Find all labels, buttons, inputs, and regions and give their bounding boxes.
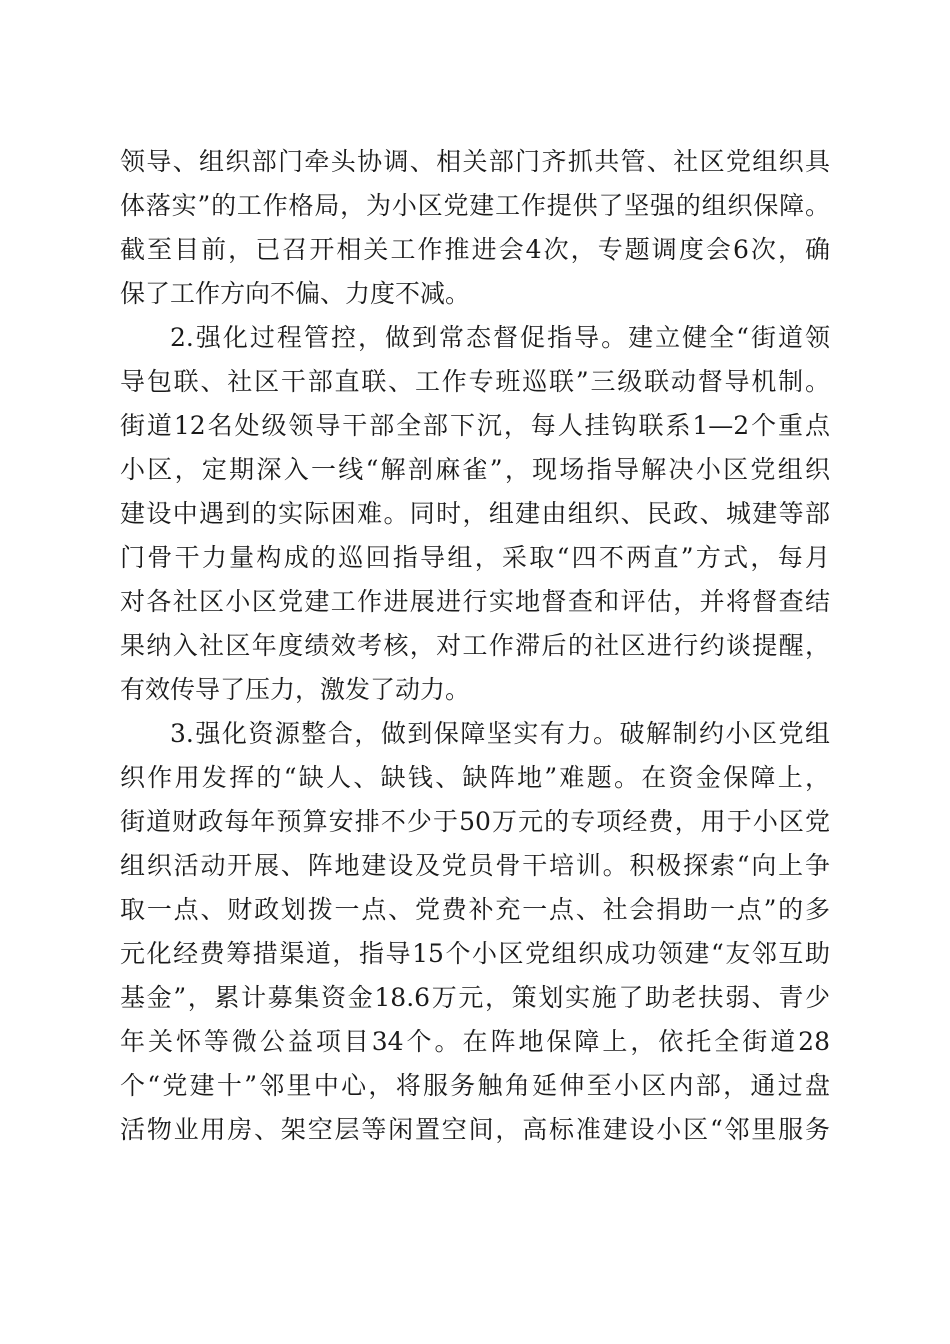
text-line: 街道财政每年预算安排不少于50万元的专项经费，用于小区党	[120, 807, 830, 836]
body-text	[120, 140, 830, 1152]
text-line: 元化经费筹措渠道，指导15个小区党组织成功领建“友邻互助	[120, 939, 830, 968]
text-line: 年关怀等微公益项目34个。在阵地保障上，依托全街道28	[120, 1027, 830, 1056]
text-line: 对各社区小区党建工作进展进行实地督查和评估，并将督查结	[120, 587, 830, 616]
text-line: 基金”，累计募集资金18.6万元，策划实施了助老扶弱、青少	[120, 983, 830, 1012]
text-line: 小区，定期深入一线“解剖麻雀”，现场指导解决小区党组织	[120, 455, 830, 484]
text-line: 果纳入社区年度绩效考核，对工作滞后的社区进行约谈提醒，	[120, 631, 830, 660]
text-line: 组织活动开展、阵地建设及党员骨干培训。积极探索“向上争	[120, 851, 830, 880]
text-line: 取一点、财政划拨一点、党费补充一点、社会捐助一点”的多	[120, 895, 830, 924]
text-line: 导包联、社区干部直联、工作专班巡联”三级联动督导机制。	[120, 367, 830, 396]
paragraph-first-line: 3.强化资源整合，做到保障坚实有力。破解制约小区党组	[170, 719, 830, 748]
text-line: 建设中遇到的实际困难。同时，组建由组织、民政、城建等部	[120, 499, 830, 528]
text-line: 门骨干力量构成的巡回指导组，采取“四不两直”方式，每月	[120, 543, 830, 572]
text-line: 街道12名处级领导干部全部下沉，每人挂钩联系1—2个重点	[120, 411, 830, 440]
text-line: 活物业用房、架空层等闲置空间，高标准建设小区“邻里服务	[120, 1115, 830, 1144]
paragraph-first-line: 2.强化过程管控，做到常态督促指导。建立健全“街道领	[170, 323, 830, 352]
text-line: 个“党建十”邻里中心，将服务触角延伸至小区内部，通过盘	[120, 1071, 830, 1100]
text-line: 保了工作方向不偏、力度不减。	[120, 279, 471, 308]
text-line: 领导、组织部门牵头协调、相关部门齐抓共管、社区党组织具	[120, 147, 830, 176]
text-line: 有效传导了压力，激发了动力。	[120, 675, 471, 704]
text-line: 截至目前，已召开相关工作推进会4次，专题调度会6次，确	[120, 235, 830, 264]
text-line: 体落实”的工作格局，为小区党建工作提供了坚强的组织保障。	[120, 191, 830, 220]
text-line: 织作用发挥的“缺人、缺钱、缺阵地”难题。在资金保障上，	[120, 763, 830, 792]
